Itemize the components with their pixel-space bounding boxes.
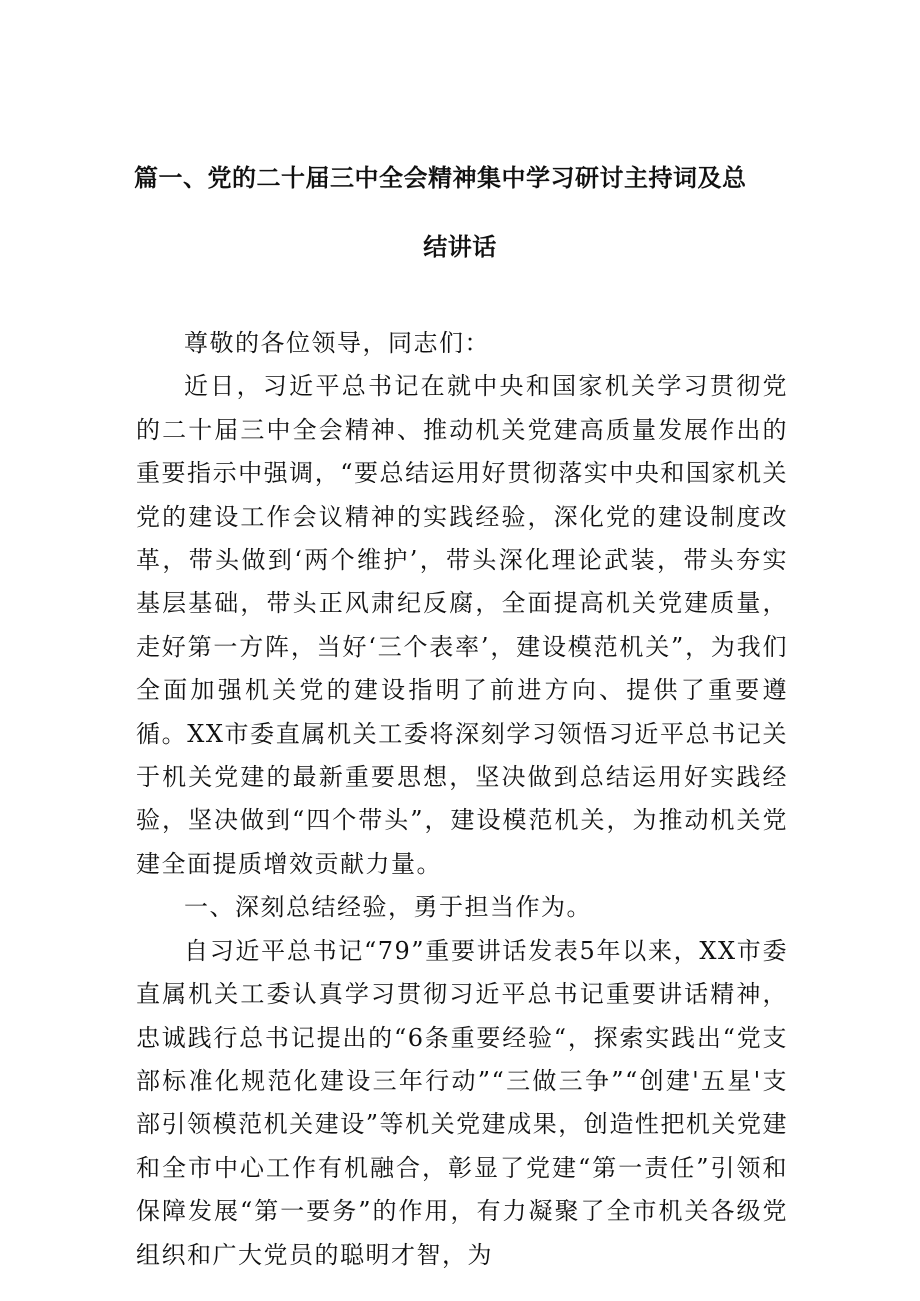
document-title-line-1: 篇一、党的二十届三中全会精神集中学习研讨主持词及总 bbox=[134, 164, 747, 192]
section-heading-1: 一、深刻总结经验，勇于担当作为。 bbox=[184, 893, 592, 922]
body-paragraph: 近日，习近平总书记在就中央和国家机关学习贯彻党的二十届三中全会精神、推动机关党建高质量发展作出的重要指示中强调，“要总结运用好贯彻落实中央和国家机关党的建设工作会议精神的实践经验，深化党的建设制度改革，带头做到‘两个维护’，带头深化理论武装，带头夯实基层基础，带头正风肃纪反腐，全面提高机关党建质量，走好第一方阵，当好‘三个表率’，建设模范机关”，为我们全面加强机关党的建设指明了前进方向、提供了重要遵循。XX市委直属机关工委将深刻学习领悟习近平总书记关于机关党建的最新重要思想，坚决做到总结运用好实践经验，坚决做到“四个带头”，建设模范机关，为推动机关党建全面提质增效贡献力量。 bbox=[136, 372, 788, 878]
body-paragraph: 自习近平总书记“79”重要讲话发表5年以来，XX市委直属机关工委认真学习贯彻习近平总书记重要讲话精神，忠诚践行总书记提出的“6条重要经验“，探索实践出“党支部标准化规范化建设三年行动”“三做三争”“创建'五星'支部引领模范机关建设”等机关党建成果，创造性把机关党建和全市中心工作有机融合，彰显了党建“第一责任”引领和保障发展“第一要务”的作用，有力凝聚了全市机关各级党组织和广大党员的聪明才智，为 bbox=[136, 936, 788, 1269]
document-title-line-2: 结讲话 bbox=[423, 233, 497, 261]
salutation-paragraph: 尊敬的各位领导，同志们： bbox=[184, 329, 490, 357]
document-body bbox=[136, 322, 788, 1277]
